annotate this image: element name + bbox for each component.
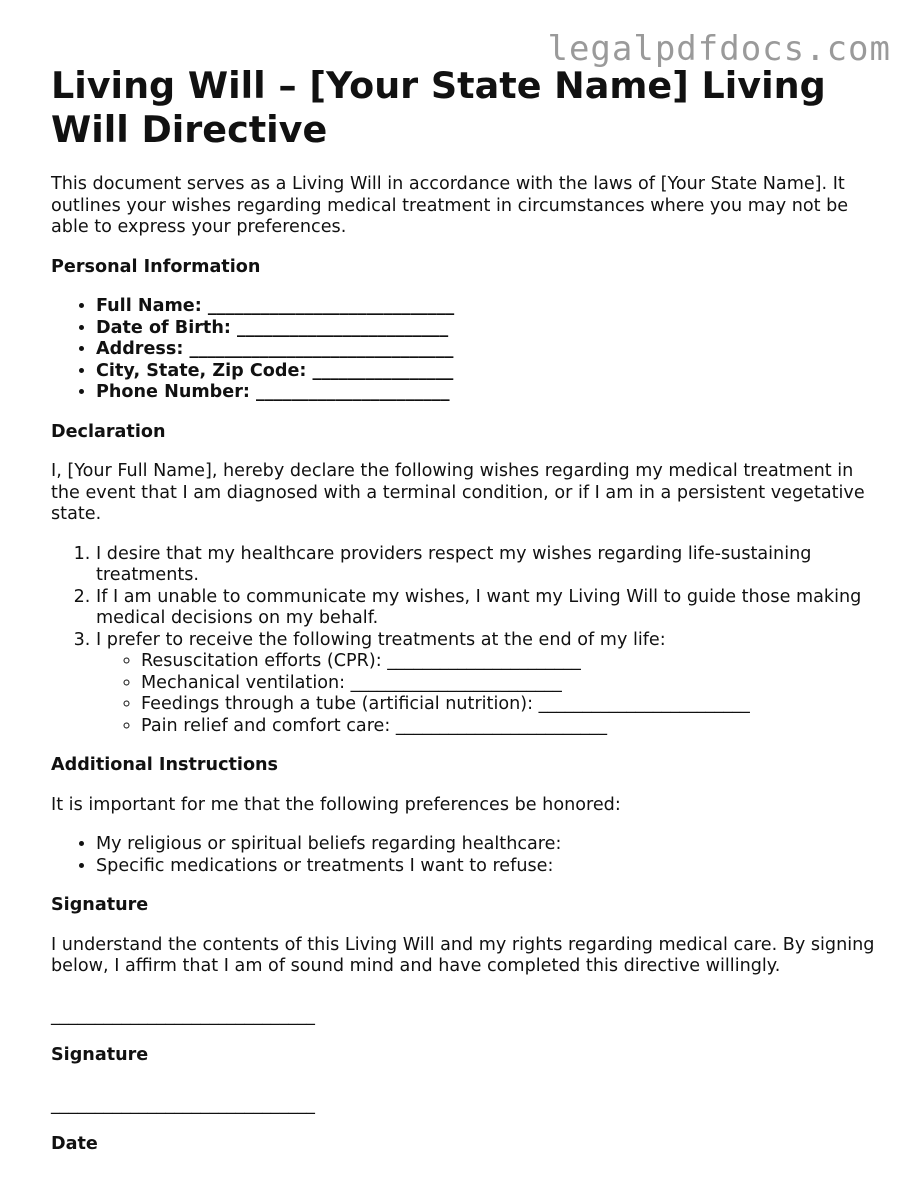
personal-info-heading: Personal Information	[51, 256, 261, 277]
date-label: Date	[51, 1134, 98, 1154]
field-date-of-birth: • Date of Birth: ________________________	[96, 318, 881, 340]
declaration-paragraph: I, [Your Full Name], hereby declare the following wishes regarding my medical treatment in the event that I am diagnosed with a terminal condition, or if I am in a persistent vegetative state.	[51, 461, 865, 524]
declaration-list	[51, 544, 881, 738]
field-phone-number: • Phone Number: ______________________	[96, 382, 881, 404]
additional-paragraph: It is important for me that the following preferences be honored:	[51, 794, 621, 815]
declaration-item-text: I prefer to receive the following treatments at the end of my life:	[96, 629, 666, 650]
additional-heading: Additional Instructions	[51, 755, 279, 775]
intro-paragraph: This document serves as a Living Will in accordance with the laws of [Your State Name]. It outlines your wishes regarding medical treatment in circumstances where you may not be able to express your preferences.	[51, 174, 849, 237]
additional-item: • Specific medications or treatments I want to refuse:	[96, 856, 881, 878]
signature-line: ______________________________	[51, 1005, 315, 1026]
field-address: • Address: ______________________________	[96, 339, 881, 361]
declaration-heading: Declaration	[51, 421, 166, 442]
additional-list	[51, 834, 881, 877]
field-full-name: • Full Name: ____________________________	[96, 296, 881, 318]
signature-label: Signature	[51, 1045, 149, 1065]
treatment-cpr: ◦ Resuscitation efforts (CPR): ______________________	[141, 651, 881, 673]
declaration-item	[96, 630, 881, 738]
document-page	[51, 64, 881, 1156]
document-title: Living Will – [Your State Name] Living Will Directive	[51, 64, 826, 151]
additional-item: • My religious or spiritual beliefs regarding healthcare:	[96, 834, 881, 856]
declaration-item: 2. If I am unable to communicate my wishes, I want my Living Will to guide those making medical decisions on my behalf.	[96, 587, 881, 630]
treatments-list	[96, 651, 881, 737]
personal-info-list	[51, 296, 881, 404]
signature-paragraph: I understand the contents of this Living Will and my rights regarding medical care. By signing below, I affirm that I am of sound mind and have completed this directive willingly.	[51, 934, 875, 976]
field-city-state-zip: • City, State, Zip Code: ________________	[96, 361, 881, 383]
watermark-logo: legalpdfdocs.com	[547, 29, 891, 69]
treatment-pain-relief: ◦ Pain relief and comfort care: ________________________	[141, 716, 881, 738]
treatment-ventilation: ◦ Mechanical ventilation: ________________________	[141, 673, 881, 695]
signature-heading: Signature	[51, 895, 149, 915]
declaration-item: 1. I desire that my healthcare providers respect my wishes regarding life-sustaining treatments.	[96, 544, 881, 587]
treatment-tube-feeding: ◦ Feedings through a tube (artificial nutrition): ________________________	[141, 694, 881, 716]
date-line: ______________________________	[51, 1094, 315, 1115]
